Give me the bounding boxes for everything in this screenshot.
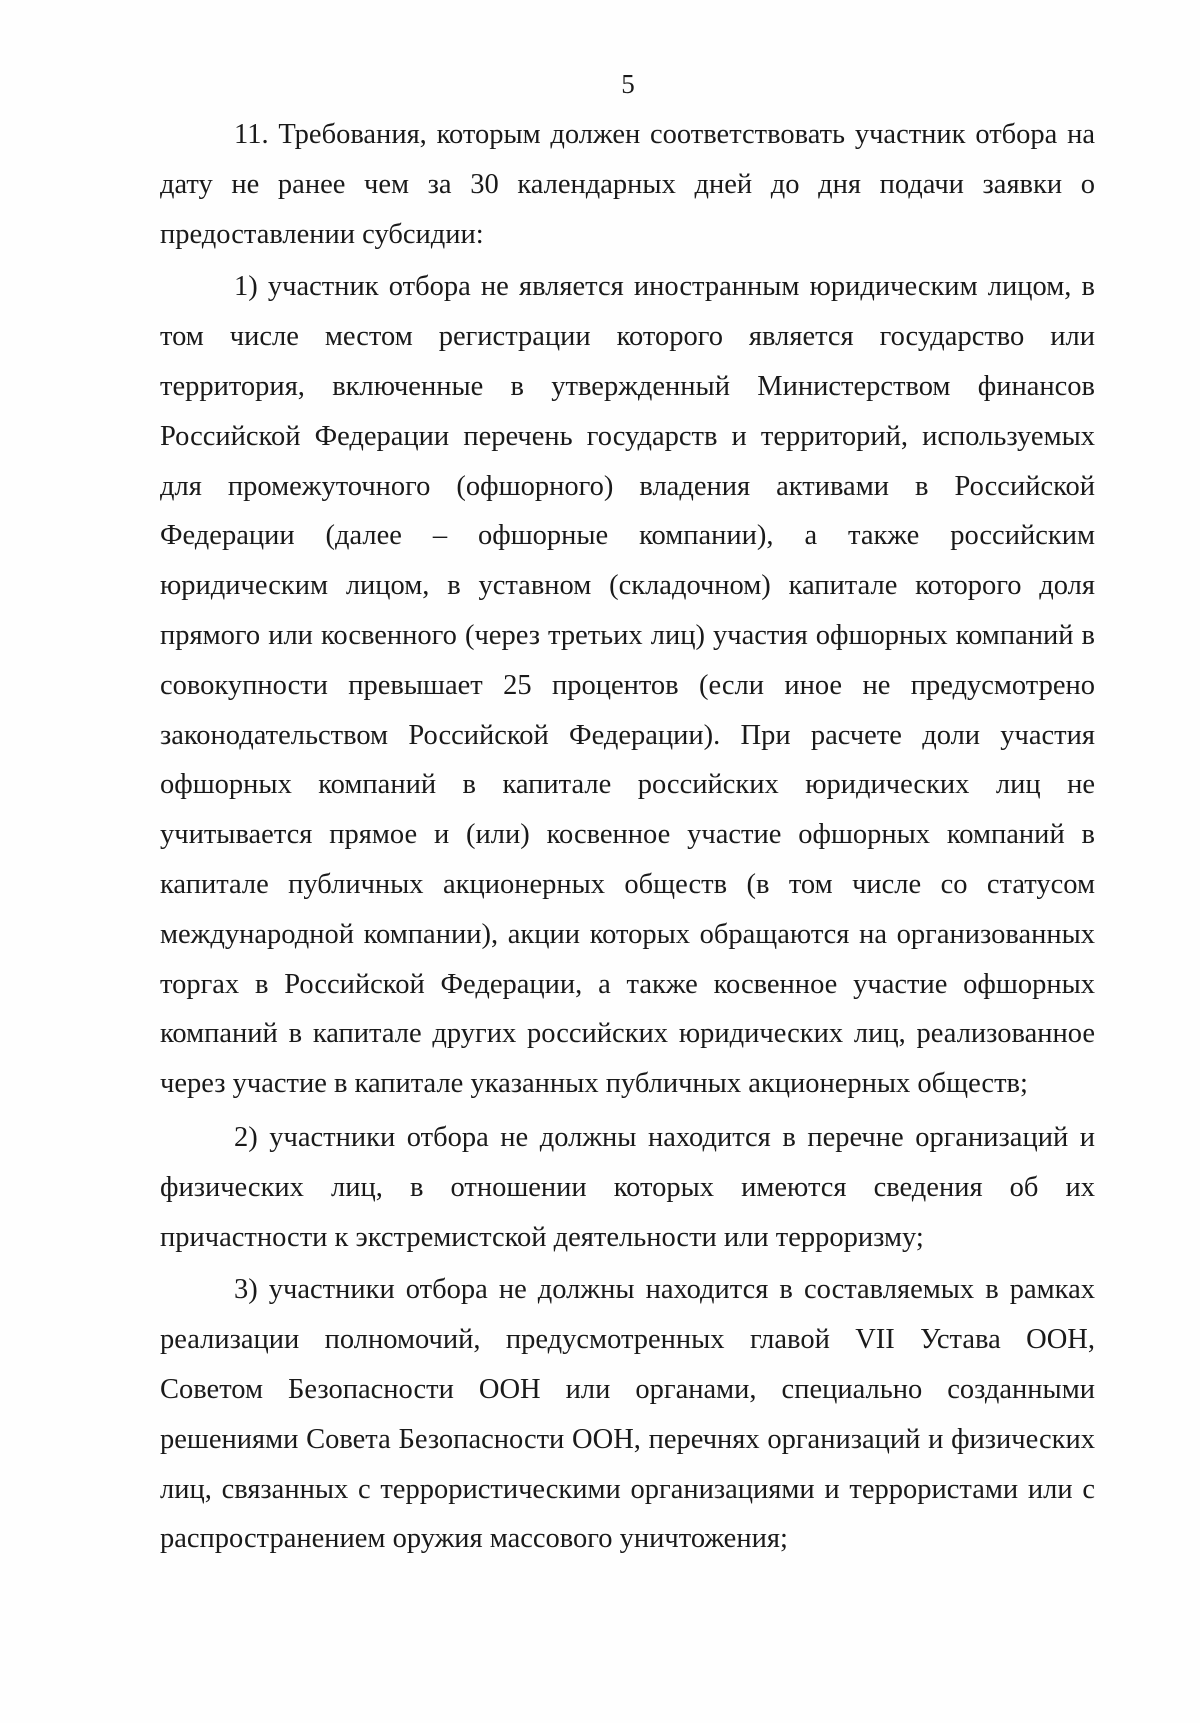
paragraph-requirements-intro: 11. Требования, которым должен соответствовать участник отбора на дату не ранее чем за 30 календарных дней до дня подачи заявки о предоставлении субсидии: xyxy=(160,119,1095,250)
page-number: 5 xyxy=(621,69,635,99)
document-body xyxy=(160,110,1095,1564)
paragraph-item-1-offshore: 1) участник отбора не является иностранным юридическим лицом, в том числе местом регистрации которого является государство или территория, включенные в утвержденный Министерством финансов Российской Федерации перечень государств и территорий, используемых для промежуточного (офшорного) владения активами в Российской Федерации (далее – офшорные компании), а также российским юридическим лицом, в уставном (складочном) капитале которого доля прямого или косвенного (через третьих лиц) участия офшорных компаний в совокупности превышает 25 процентов (если иное не предусмотрено законодательством Российской Федерации). При расчете доли участия офшорных компаний в капитале российских юридических лиц не учитывается прямое и (или) косвенное участие офшорных компаний в капитале публичных акционерных обществ (в том числе со статусом международной компании), акции которых обращаются на организованных торгах в Российской Федерации, а также косвенное участие офшорных компаний в капитале других российских юридических лиц, реализованное через участие в капитале указанных публичных акционерных обществ; xyxy=(160,271,1095,1100)
paragraph-item-2-extremism: 2) участники отбора не должны находится в перечне организаций и физических лиц, в отношении которых имеются сведения об их причастности к экстремистской деятельности или терроризму; xyxy=(160,1121,1095,1253)
paragraph-item-3-un-lists: 3) участники отбора не должны находится в составляемых в рамках реализации полномочий, предусмотренных главой VII Устава ООН, Советом Безопасности ООН или органами, специально созданными решениями Совета Безопасности ООН, перечнях организаций и физических лиц, связанных с террористическими организациями и террористами или с распространением оружия массового уничтожения; xyxy=(160,1274,1095,1555)
